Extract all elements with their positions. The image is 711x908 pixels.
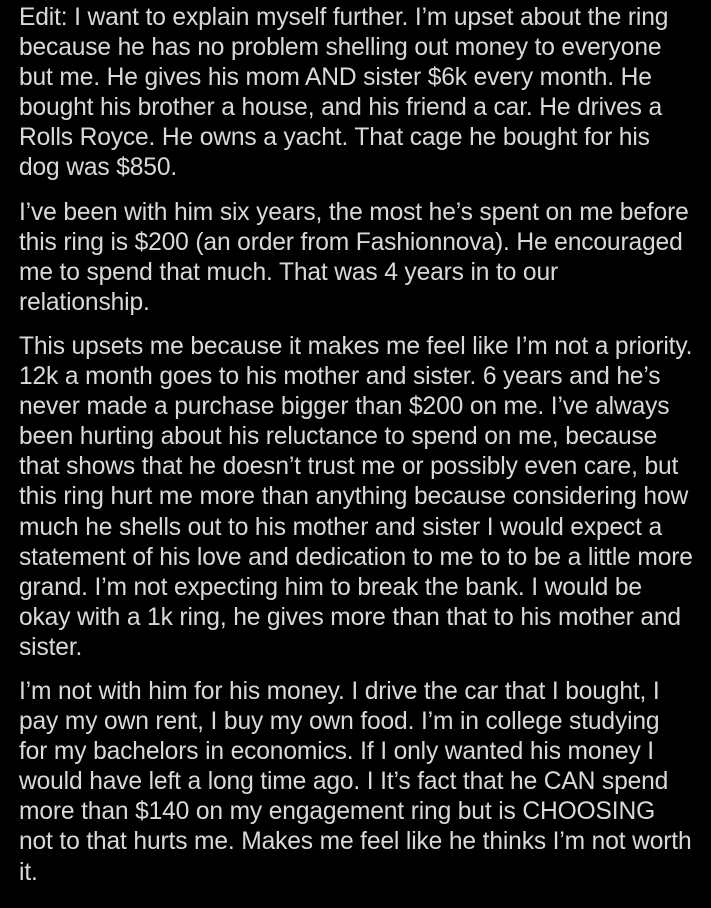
post-paragraph-3: This upsets me because it makes me feel like I’m not a priority. 12k a month goes to his mother and sister. 6 years and he’s never made a purchase bigger than $200 on me. I’ve always been hurting about his reluctance to spend on me, because that shows that he doesn’t trust me or possibly even care, but this ring hurt me more than anything because considering how much he shells out to his mother and sister I would expect a statement of his love and dedication to me to to be a little more grand. I’m not expecting him to break the bank. I would be okay with a 1k ring, he gives more than that to his mother and sister. [19, 332, 693, 661]
post-paragraph-1: Edit: I want to explain myself further. I’m upset about the ring because he has no problem shelling out money to everyone but me. He gives his mom AND sister $6k every month. He bought his brother a house, and his friend a car. He drives a Rolls Royce. He owns a yacht. That cage he bought for his dog was $850. [19, 4, 669, 182]
post-paragraph-2: I’ve been with him six years, the most he’s spent on me before this ring is $200 (an order from Fashionnova). He encouraged me to spend that much. That was 4 years in to our relationship. [19, 198, 689, 316]
post-paragraph-4: I’m not with him for his money. I drive the car that I bought, I pay my own rent, I buy my own food. I’m in college studying for my bachelors in economics. If I only wanted his money I would have left a long time ago. I It’s fact that he CAN spend more than $140 on my engagement ring but is CHOOSING not to that hurts me. Makes me feel like he thinks I’m not worth it. [19, 677, 692, 886]
